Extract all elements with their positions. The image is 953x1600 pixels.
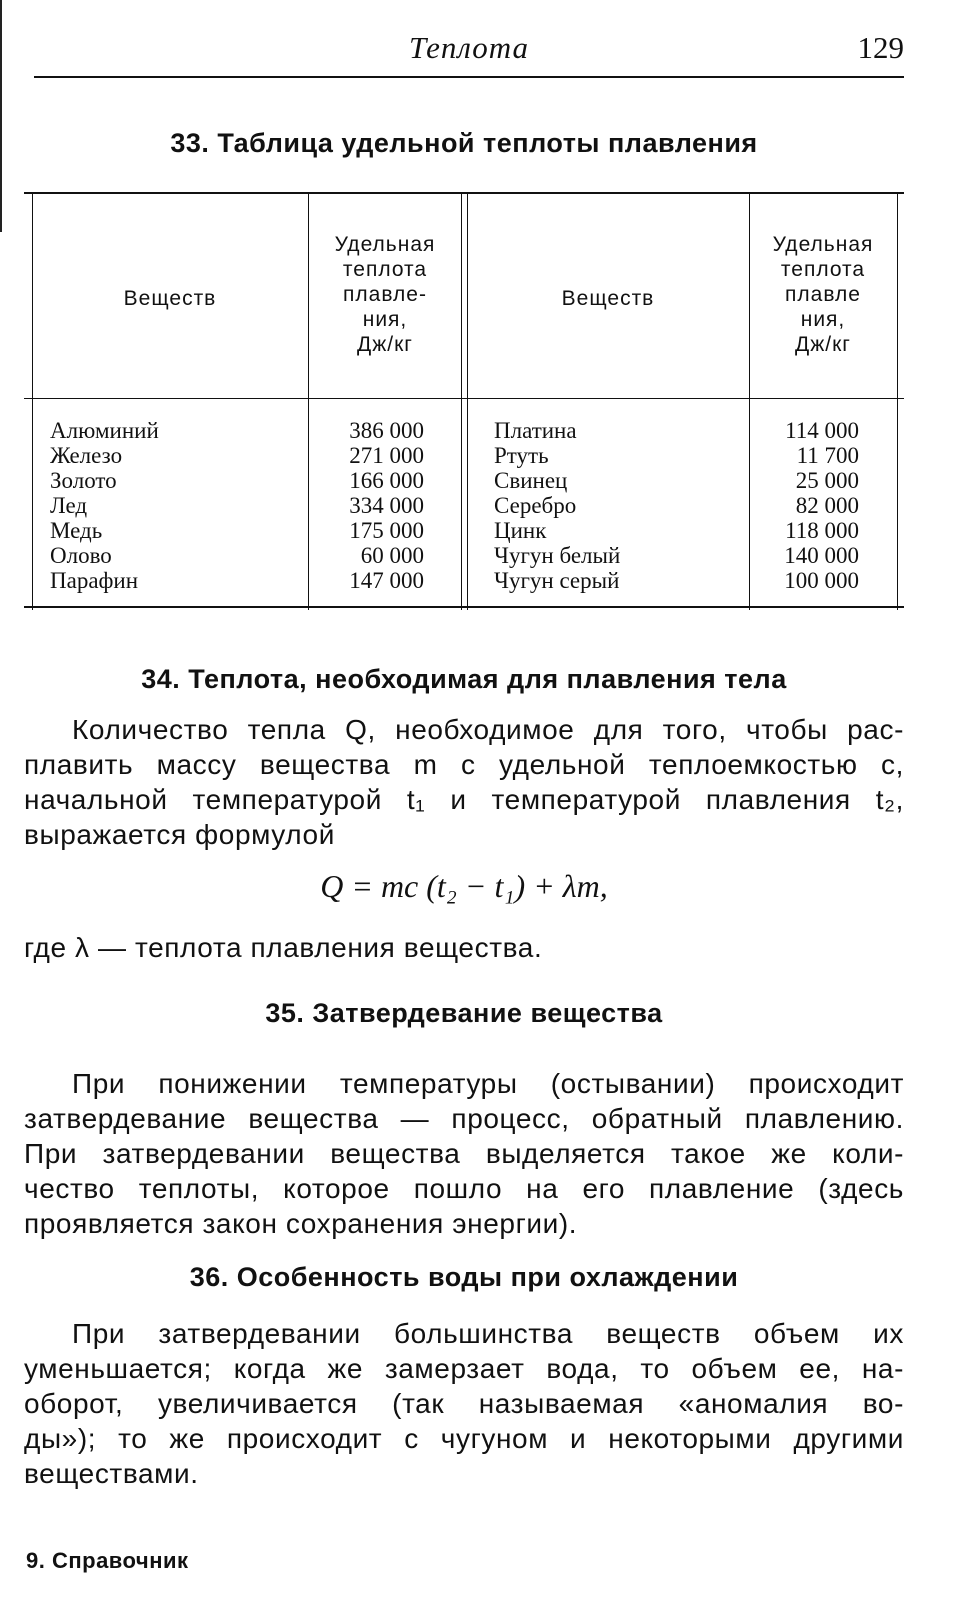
signature-mark: 9. Справочник xyxy=(26,1548,189,1573)
heat-of-fusion-table xyxy=(24,192,904,610)
running-title: Теплота xyxy=(408,30,530,65)
table-cell: Железо xyxy=(50,443,123,468)
table-cell: 100 000 xyxy=(784,568,859,593)
table-cell: 147 000 xyxy=(349,568,424,593)
table-cell: 140 000 xyxy=(784,543,859,568)
section-34-paragraph: Количество тепла Q, необходимое для того, чтобы рас- плавить массу вещества m с удельной теплоемкостью c, начальной температурой t₁ и температурой плавления t₂, выражается формулой xyxy=(24,714,904,850)
section-35-title: 35. Затвердевание вещества xyxy=(265,998,663,1028)
table-cell: Чугун серый xyxy=(494,568,620,593)
table-cell: 82 000 xyxy=(795,493,859,518)
section-33-title: 33. Таблица удельной теплоты плавления xyxy=(170,128,758,158)
header-rule xyxy=(34,76,904,78)
section-34-title: 34. Теплота, необходимая для плавления тела xyxy=(141,664,787,694)
section-36-paragraph: При затвердевании большинства веществ объем их уменьшается; когда же замерзает вода, то объем ее, на- оборот, увеличивается (так называемая «аномалия во- ды»); то же происходит с чугуном и некоторыми другими веществами. xyxy=(24,1318,904,1489)
scan-edge-line xyxy=(0,0,2,232)
table-double-divider-b xyxy=(467,192,468,610)
table-top-rule xyxy=(24,192,904,194)
table-cell: Медь xyxy=(50,518,103,543)
table-cell: 60 000 xyxy=(360,543,424,568)
table-header-rule xyxy=(24,398,904,399)
table-cell: 334 000 xyxy=(349,493,424,518)
section-36-title: 36. Особенность воды при охлаждении xyxy=(189,1262,739,1292)
section-34-after-text: где λ — теплота плавления вещества. xyxy=(24,932,543,963)
section-35-paragraph: При понижении температуры (остывании) происходит затвердевание вещества — процесс, обратный плавлению. При затвердевании вещества выделяется такое же коли- чество теплоты, которое пошло на его плавление (здесь проявляется закон сохранения энергии). xyxy=(24,1068,904,1239)
header-substance-left: Веществ xyxy=(123,287,217,310)
table-cell: Платина xyxy=(494,418,577,443)
table-cell: 175 000 xyxy=(349,518,424,543)
table-double-divider-a xyxy=(461,192,462,610)
table-cell: Лед xyxy=(50,493,88,518)
table-cell: 11 700 xyxy=(796,443,859,468)
table-cell: 114 000 xyxy=(785,418,859,443)
table-cell: 386 000 xyxy=(349,418,424,443)
table-col-divider xyxy=(308,192,309,610)
table-bottom-rule xyxy=(24,606,904,608)
table-cell: 166 000 xyxy=(349,468,424,493)
table-cell: 271 000 xyxy=(349,443,424,468)
header-value-right: Удельная теплота плавле ния, Дж/кг xyxy=(772,233,874,356)
table-cell: Ртуть xyxy=(494,443,549,468)
table-left-border xyxy=(32,192,33,610)
right-fusion-values xyxy=(751,418,859,593)
right-substance-names xyxy=(494,418,744,593)
table-cell: Свинец xyxy=(494,468,568,493)
table-cell: Парафин xyxy=(50,568,139,593)
table-cell: 25 000 xyxy=(795,468,859,493)
table-right-border xyxy=(897,192,898,610)
left-substance-names xyxy=(50,418,300,593)
table-cell: Алюминий xyxy=(50,418,159,443)
table-col-divider xyxy=(749,192,750,610)
left-fusion-values xyxy=(310,418,424,593)
header-substance-right: Веществ xyxy=(561,287,655,310)
page-number: 129 xyxy=(857,30,904,65)
table-cell: Цинк xyxy=(494,518,547,543)
table-cell: Серебро xyxy=(494,493,577,518)
running-header xyxy=(34,24,904,78)
header-value-left: Удельная теплота плавле- ния, Дж/кг xyxy=(334,233,436,356)
table-cell: 118 000 xyxy=(785,518,859,543)
table-cell: Золото xyxy=(50,468,117,493)
fusion-formula: Q = mc (t₂ − t₁) + λm, xyxy=(320,868,608,904)
table-cell: Чугун белый xyxy=(494,543,621,568)
table-cell: Олово xyxy=(50,543,112,568)
